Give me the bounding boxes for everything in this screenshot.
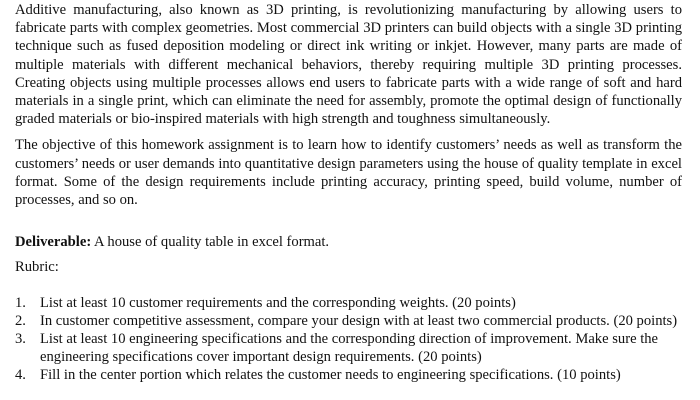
objective-paragraph: The objective of this homework assignment is to learn how to identify customers’ needs as well as transform the customers’ needs or user demands into quantitative design parameters using the house of quality template in excel format. Some of the design requirements include printing accuracy, printing speed, build volume, number of processes, and so on. <box>15 137 682 209</box>
rubric-item-text: List at least 10 engineering specifications and the corresponding direction of improvement. Make sure the engineering specifications cover important design requirements. (20 points) <box>40 331 659 366</box>
rubric-list <box>15 294 682 385</box>
rubric-item-number: 3. <box>15 331 26 348</box>
rubric-item-text: Fill in the center portion which relates the customer needs to engineering specifications. (10 points) <box>40 367 621 384</box>
rubric-item-number: 1. <box>15 294 26 311</box>
rubric-item-number: 2. <box>15 312 26 329</box>
rubric-item-text: In customer competitive assessment, compare your design with at least two commercial products. (20 points) <box>40 312 678 329</box>
deliverable-label: Deliverable: <box>15 234 92 251</box>
deliverable-line <box>15 233 682 251</box>
document-page <box>15 1 682 385</box>
rubric-label: Rubric: <box>15 259 59 276</box>
rubric-item <box>15 330 682 366</box>
intro-paragraph: Additive manufacturing, also known as 3D printing, is revolutionizing manufacturing by allowing users to fabricate parts with complex geometries. Most commercial 3D printers can build objects with a single 3D printing technique such as fused deposition modeling or direct ink writing or inkjet. However, many parts are made of multiple materials with different mechanical behaviors, thereby requiring multiple 3D printing processes. Creating objects using multiple processes allows end users to fabricate parts with a wide range of soft and hard materials in a single print, which can eliminate the need for assembly, promote the optimal design of functionally graded materials or bio-inspired materials with high strength and toughness simultaneously. <box>15 2 682 128</box>
rubric-item-text: List at least 10 customer requirements and the corresponding weights. (20 points) <box>40 294 516 311</box>
rubric-item <box>15 366 682 384</box>
rubric-item <box>15 294 682 312</box>
deliverable-text: A house of quality table in excel format. <box>91 234 330 251</box>
rubric-item <box>15 312 682 330</box>
rubric-item-number: 4. <box>15 367 26 384</box>
